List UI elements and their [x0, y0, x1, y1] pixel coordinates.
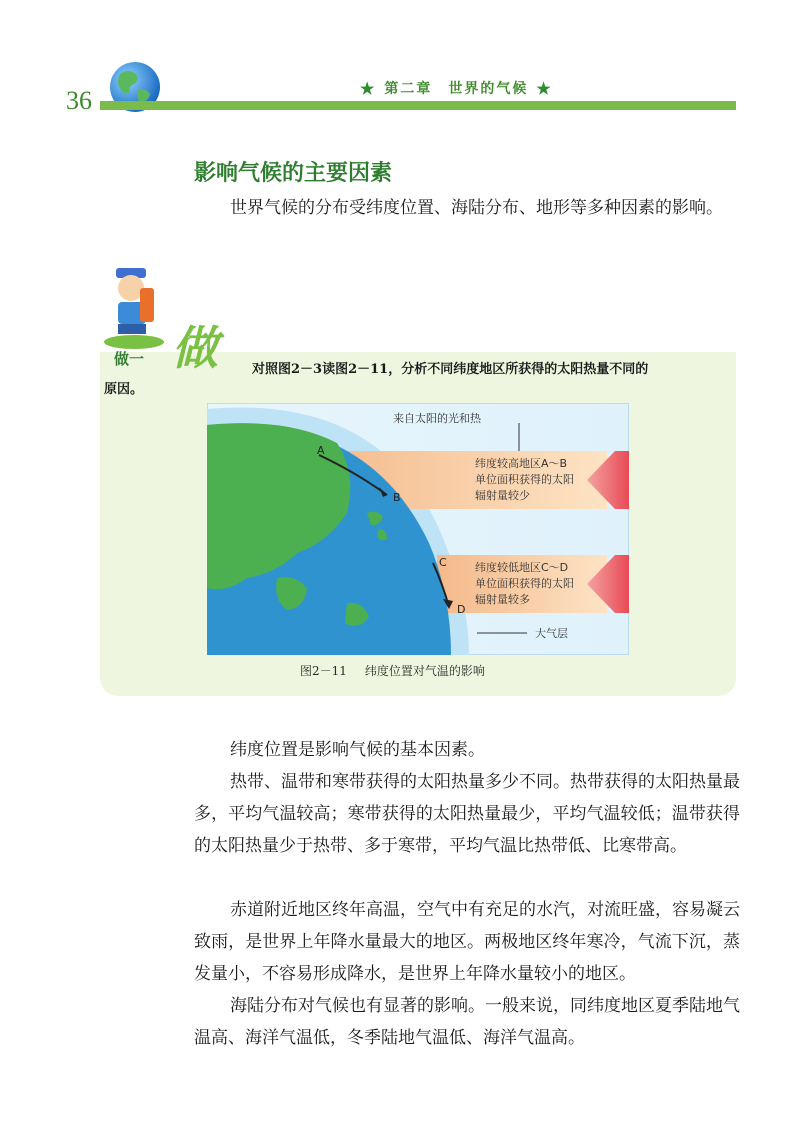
high-latitude-text-2: 单位面积获得的太阳: [475, 473, 574, 486]
figure-number: 图2－11: [300, 664, 347, 678]
paragraph-latitude: 纬度位置是影响气候的基本因素。: [230, 740, 485, 760]
star-icon: ★: [360, 78, 377, 98]
point-a-label: A: [317, 444, 325, 457]
point-d-label: D: [457, 603, 466, 616]
intro-paragraph: 世界气候的分布受纬度位置、海陆分布、地形等多种因素的影响。: [230, 198, 723, 218]
low-latitude-text-1: 纬度较低地区C～D: [475, 561, 569, 574]
header-bar: [100, 101, 736, 110]
low-latitude-text-2: 单位面积获得的太阳: [475, 577, 574, 590]
chapter-header: [360, 78, 553, 98]
point-c-label: C: [439, 556, 447, 569]
activity-instruction: 对照图2－3读图2－11，分析不同纬度地区所获得的太阳热量不同的: [252, 362, 649, 377]
high-latitude-text-1: 纬度较高地区A～B: [475, 457, 568, 470]
activity-instruction-end: 原因。: [104, 382, 144, 397]
section-heading: 影响气候的主要因素: [194, 161, 393, 186]
paragraph-precipitation: 赤道附近地区终年高温，空气中有充足的水汽，对流旺盛，容易凝云致雨，是世界上年降水量最大的地区。两极地区终年寒冷，气流下沉，蒸发量小，不容易形成降水，是世界上年降水量较小的地区。: [194, 900, 740, 984]
sunlight-label: 来自太阳的光和热: [393, 412, 481, 425]
high-latitude-text-3: 辐射量较少: [475, 489, 530, 502]
paragraph-land-sea: 海陆分布对气候也有显著的影响。一般来说，同纬度地区夏季陆地气温高、海洋气温低，冬季陆地气温低、海洋气温高。: [194, 996, 740, 1048]
star-icon: ★: [536, 78, 553, 98]
student-mascot-icon: [104, 268, 170, 352]
point-b-label: B: [393, 491, 401, 504]
figure-caption: [300, 662, 485, 679]
figure-title: 纬度位置对气温的影响: [364, 664, 485, 678]
paragraph-zones: 热带、温带和寒带获得的太阳热量多少不同。热带获得的太阳热量最多，平均气温较高；寒带获得的太阳热量最少，平均气温较低；温带获得的太阳热量少于热带、多于寒带，平均气温比热带低、比寒带高。: [194, 772, 740, 856]
latitude-figure: [207, 403, 629, 655]
chapter-title: 第二章 世界的气候: [384, 81, 529, 97]
activity-tag-small: 做一: [114, 350, 145, 368]
low-latitude-text-3: 辐射量较多: [475, 593, 530, 606]
atmosphere-label: 大气层: [535, 627, 568, 640]
page-number: 36: [66, 86, 92, 115]
activity-tag-large: 做: [172, 321, 218, 375]
